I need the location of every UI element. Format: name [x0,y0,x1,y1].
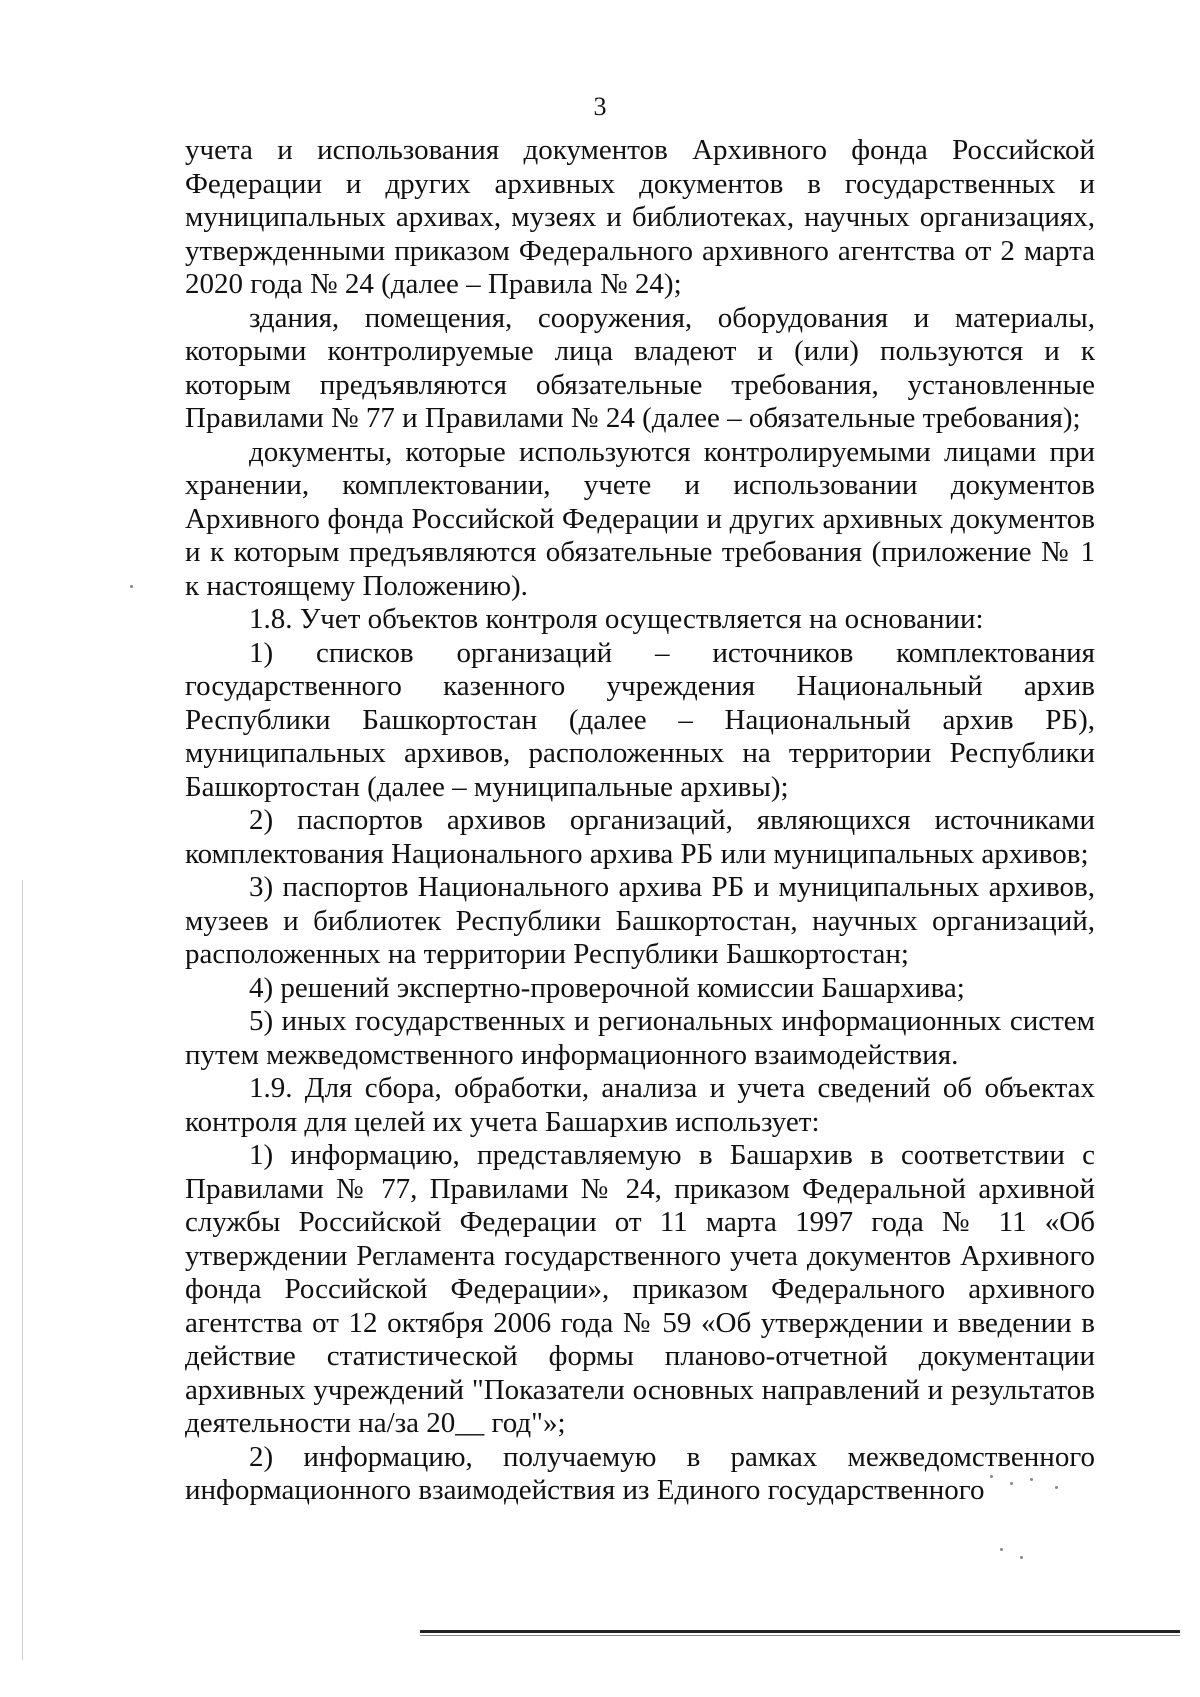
scan-speck [1000,1548,1003,1551]
scan-speck [130,585,133,588]
scan-speck [1055,1486,1058,1489]
document-body [185,134,1095,1508]
paragraph-1-8-item-1: 1) списков организаций – источников комплектования государственного казенного учреждения Национальный архив Республики Башкортостан (далее – Национальный архив РБ), муниципальных архивов, расположенных на территории Республики Башкортостан (далее – муниципальные архивы); [185,636,1095,803]
paragraph-1-9-item-2: 2) информацию, получаемую в рамках межведомственного информационного взаимодействия из Единого государственного [185,1440,1095,1506]
paragraph-1-9-item-1: 1) информацию, представляемую в Башархив в соответствии с Правилами № 77, Правилами № 24, приказом Федеральной архивной службы Российской Федерации от 11 марта 1997 года № 11 «Об утверждении Регламента государственного учета документов Архивного фонда Российской Федерации», приказом Федерального архивного агентства от 12 октября 2006 года № 59 «Об утверждении и введении в действие статистической формы планово-отчетной документации архивных учреждений "Показатели основных направлений и результатов деятельности на/за 20__ год"»; [185,1139,1095,1439]
scan-speck [1030,1478,1033,1481]
scan-speck [990,1475,993,1478]
paragraph-buildings: здания, помещения, сооружения, оборудования и материалы, которыми контролируемые лица владеют и (или) пользуются и к которым предъявляются обязательные требования, установленные Правилами № 77 и Правилами № 24 (далее – обязательные требования); [185,301,1095,434]
scan-edge-line [22,880,23,1660]
page-number: 3 [593,92,607,121]
paragraph-1-8-item-2: 2) паспортов архивов организаций, являющихся источниками комплектования Национального архива РБ или муниципальных архивов; [185,804,1095,870]
paragraph-1-9-heading: 1.9. Для сбора, обработки, анализа и учета сведений об объектах контроля для целей их учета Башархив использует: [185,1072,1095,1138]
paragraph-rules-24-continuation: учета и использования документов Архивного фонда Российской Федерации и других архивных документов в государственных и муниципальных архивах, музеях и библиотеках, научных организациях, утвержденными приказом Федерального архивного агентства от 2 марта 2020 года № 24 (далее – Правила № 24); [185,134,1095,300]
paragraph-documents: документы, которые используются контролируемыми лицами при хранении, комплектовании, учете и использовании документов Архивного фонда Российской Федерации и других архивных документов и к которым предъявляются обязательные требования (приложение № 1 к настоящему Положению). [185,435,1095,602]
scan-speck [1010,1482,1013,1485]
paragraph-1-8-item-3: 3) паспортов Национального архива РБ и муниципальных архивов, музеев и библиотек Республики Башкортостан, научных организаций, расположенных на территории Республики Башкортостан; [185,871,1095,970]
paragraph-1-8-heading: 1.8. Учет объектов контроля осуществляется на основании: [249,603,984,635]
footer-rule-shadow [420,1635,1180,1636]
paragraph-1-8-item-5: 5) иных государственных и региональных информационных систем путем межведомственного информационного взаимодействия. [185,1005,1095,1071]
footer-rule [420,1630,1180,1633]
paragraph-1-8-item-4: 4) решений экспертно-проверочной комиссии Башархива; [249,971,965,1004]
scan-speck [1020,1556,1023,1559]
